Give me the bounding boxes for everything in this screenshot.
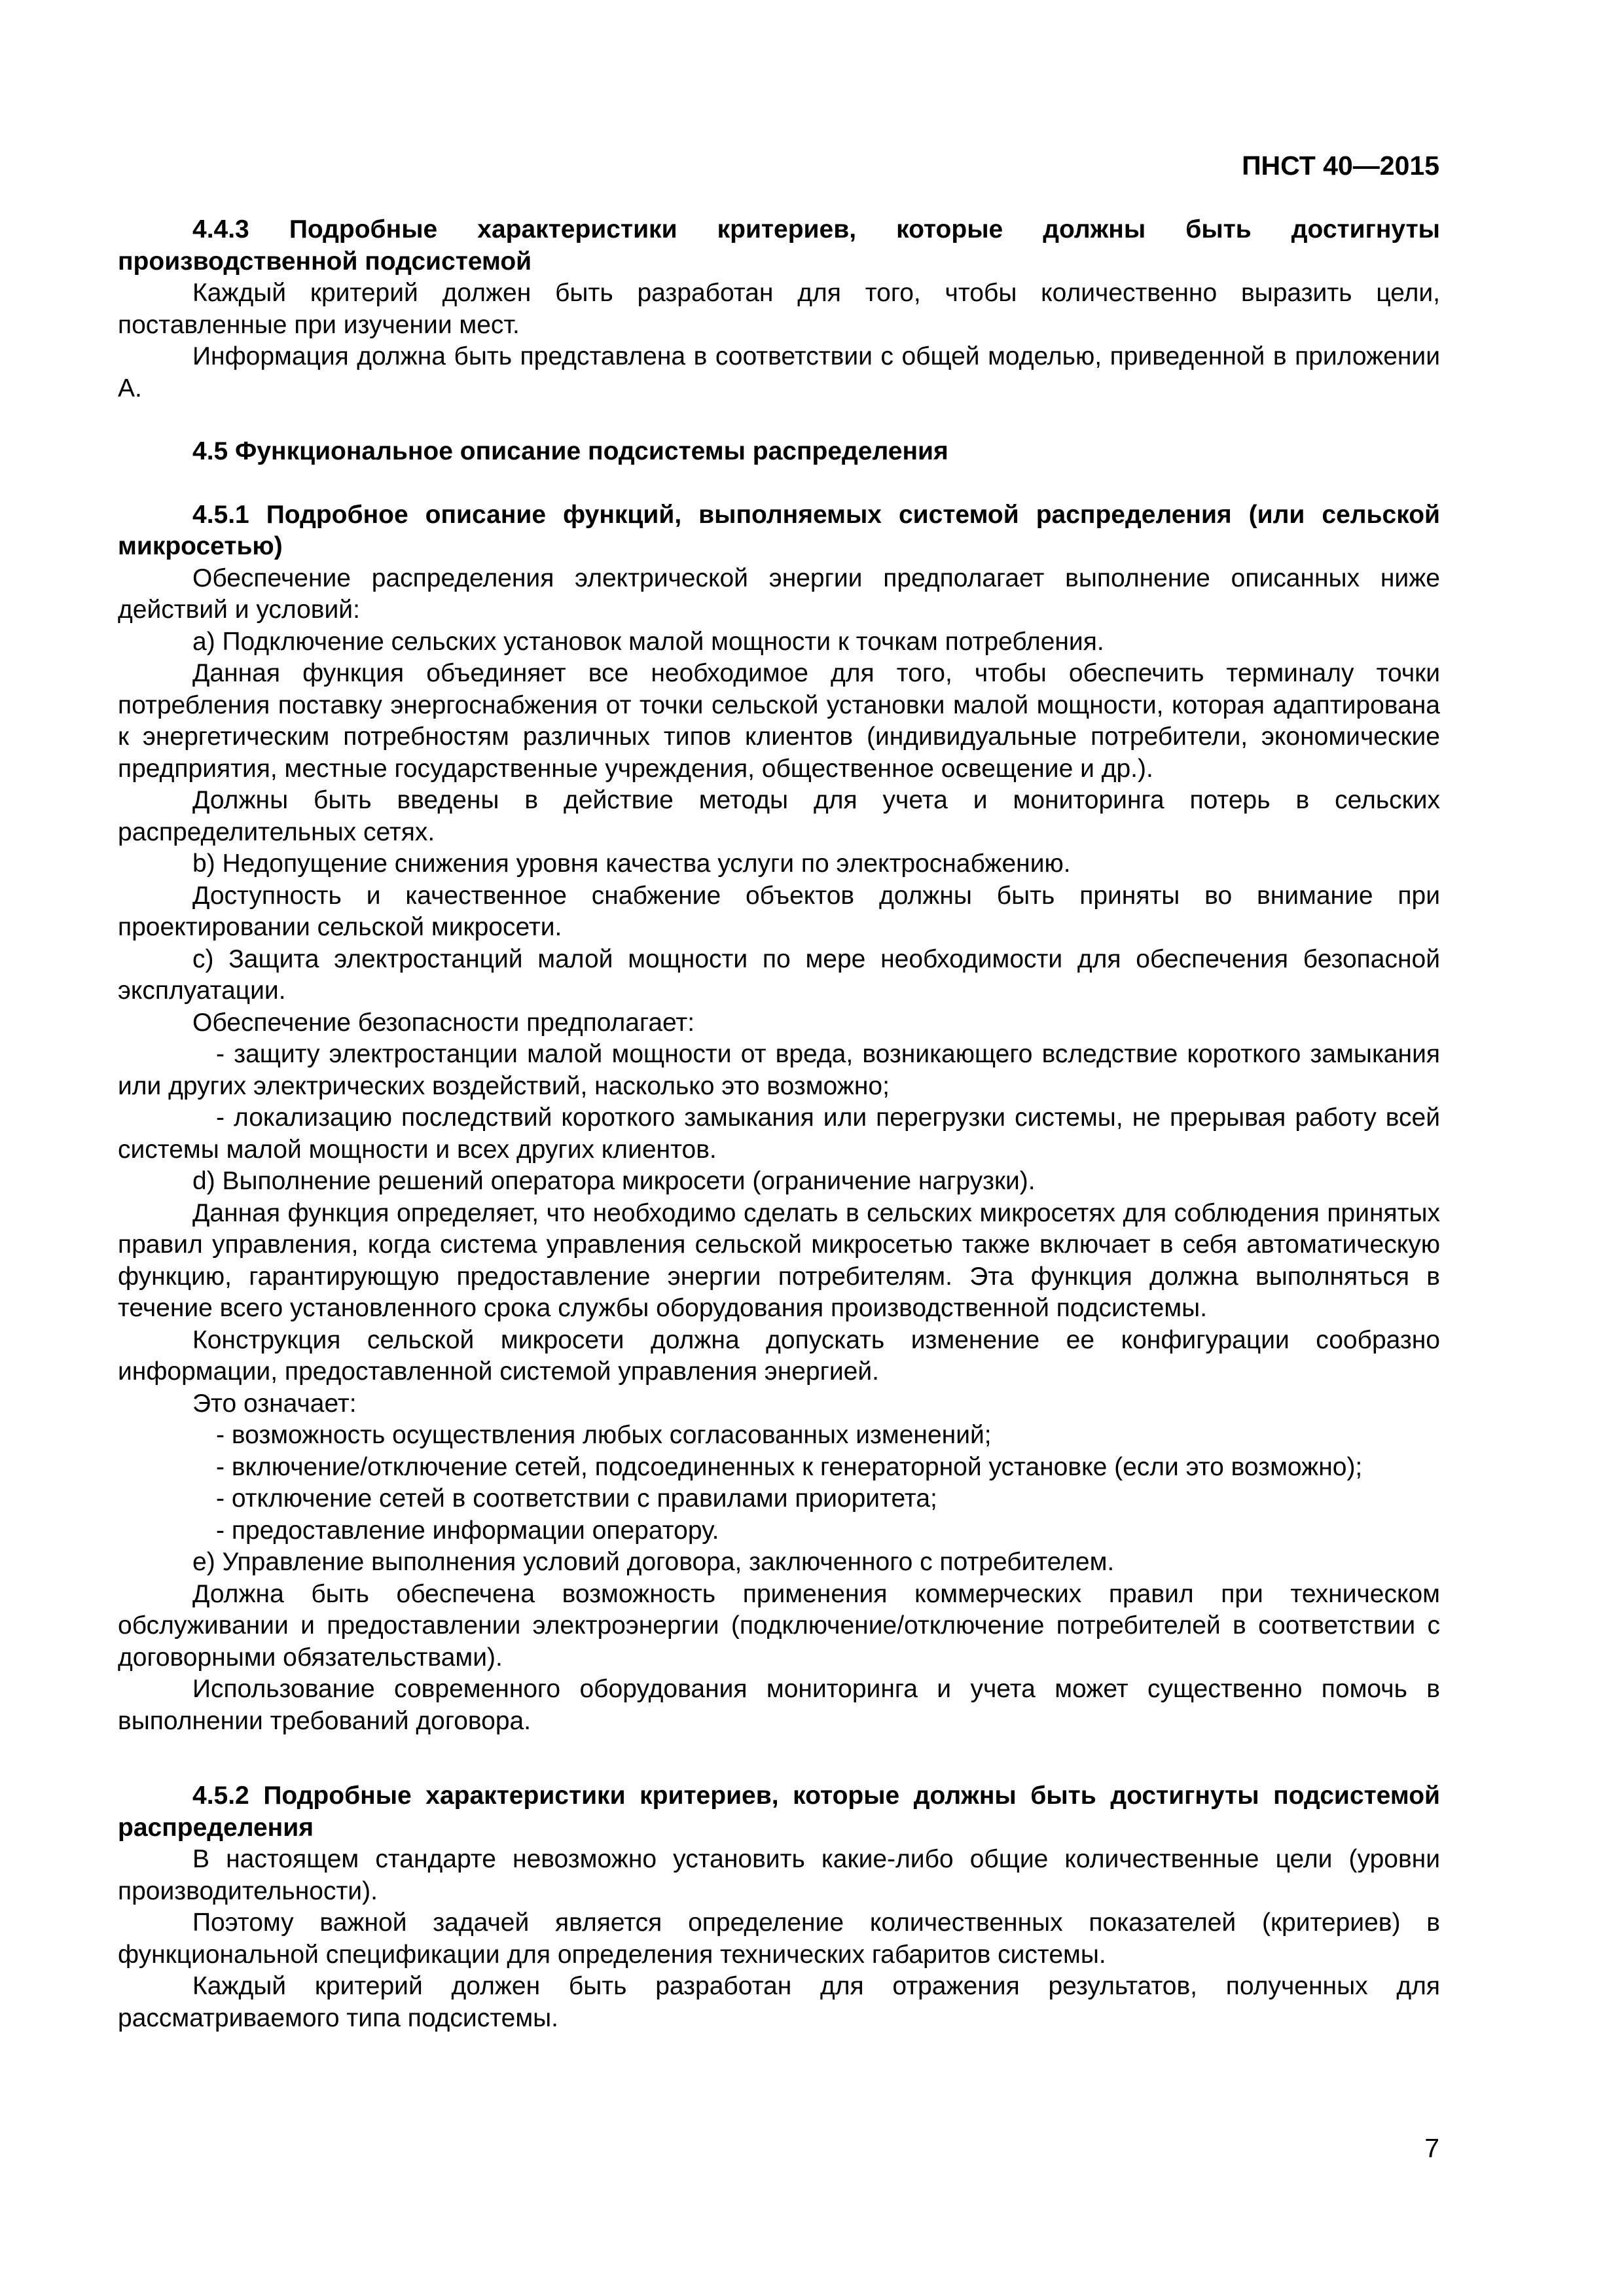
paragraph: Каждый критерий должен быть разработан для того, чтобы количественно выразить цели, поставленные при изучении мест. — [118, 279, 1440, 339]
list-item-b: b) Недопущение снижения уровня качества услуги по электроснабжению. — [192, 850, 1071, 878]
paragraph: Данная функция объединяет все необходимое для того, чтобы обеспечить терминалу точки потребления поставку энергоснабжения от точки сельской установки малой мощности, которая адаптирована к энергетическим потребностям различных типов клиентов (индивидуальные потребители, экономические предприятия, местные государственные учреждения, общественное освещение и др.). — [118, 659, 1440, 783]
paragraph: Поэтому важной задачей является определение количественных показателей (критериев) в функциональной спецификации для определения технических габаритов системы. — [118, 1909, 1440, 1969]
list-item-a: а) Подключение сельских установок малой мощности к точкам потребления. — [192, 627, 1104, 656]
paragraph: Конструкция сельской микросети должна допускать изменение ее конфигурации сообразно информации, предоставленной системой управления энергией. — [118, 1325, 1440, 1386]
dash-item: - возможность осуществления любых согласованных изменений; — [216, 1421, 992, 1449]
paragraph: Доступность и качественное снабжение объектов должны быть приняты во внимание при проектировании сельской микросети. — [118, 881, 1440, 941]
section-heading-4-5-2: 4.5.2 Подробные характеристики критериев, которые должны быть достигнуты подсистемой распределения — [118, 1782, 1440, 1842]
section-heading-4-5: 4.5 Функциональное описание подсистемы распределения — [192, 437, 948, 465]
paragraph: Использование современного оборудования мониторинга и учета может существенно помочь в выполнении требований договора. — [118, 1675, 1440, 1735]
page-number: 7 — [1424, 2133, 1439, 2163]
dash-item: - отключение сетей в соответствии с правилами приоритета; — [216, 1484, 937, 1513]
paragraph: Каждый критерий должен быть разработан для отражения результатов, полученных для рассматриваемого типа подсистемы. — [118, 1972, 1440, 2032]
section-heading-4-5-1: 4.5.1 Подробное описание функций, выполняемых системой распределения (или сельской микросетью) — [118, 500, 1440, 560]
list-item-d: d) Выполнение решений оператора микросети (ограничение нагрузки). — [192, 1167, 1036, 1195]
paragraph: Обеспечение безопасности предполагает: — [192, 1008, 695, 1037]
dash-item: - локализацию последствий короткого замыкания или перегрузки системы, не прерывая работу всей системы малой мощности и всех других клиентов. — [118, 1103, 1440, 1164]
section-heading-4-4-3: 4.4.3 Подробные характеристики критериев, которые должны быть достигнуты производственной подсистемой — [118, 215, 1440, 276]
paragraph: Должна быть обеспечена возможность применения коммерческих правил при техническом обслуживании и предоставлении электроэнергии (подключение/отключение потребителей в соответствии с договорными обязательствами). — [118, 1579, 1440, 1672]
dash-item: - предоставление информации оператору. — [216, 1516, 719, 1545]
paragraph: Это означает: — [192, 1389, 357, 1418]
list-item-e: е) Управление выполнения условий договора, заключенного с потребителем. — [192, 1548, 1115, 1576]
page-body — [118, 214, 1440, 2034]
dash-item: - включение/отключение сетей, подсоединенных к генераторной установке (если это возможно); — [216, 1452, 1363, 1481]
list-item-c: c) Защита электростанций малой мощности по мере необходимости для обеспечения безопасной эксплуатации. — [118, 944, 1440, 1005]
dash-item: - защиту электростанции малой мощности от вреда, возникающего вследствие короткого замыкания или других электрических воздействий, насколько это возможно; — [118, 1040, 1440, 1100]
paragraph: В настоящем стандарте невозможно установить какие-либо общие количественные цели (уровни производительности). — [118, 1845, 1440, 1905]
paragraph: Данная функция определяет, что необходимо сделать в сельских микросетях для соблюдения принятых правил управления, когда система управления сельской микросетью также включает в себя автоматическую функцию, гарантирующую предоставление энергии потребителям. Эта функция должна выполняться в течение всего установленного срока службы оборудования производственной подсистемы. — [118, 1198, 1440, 1322]
paragraph: Должны быть введены в действие методы для учета и мониторинга потерь в сельских распределительных сетях. — [118, 786, 1440, 846]
paragraph: Информация должна быть представлена в соответствии с общей моделью, приведенной в приложении А. — [118, 342, 1440, 403]
document-code: ПНСТ 40—2015 — [1242, 151, 1439, 181]
paragraph: Обеспечение распределения электрической энергии предполагает выполнение описанных ниже действий и условий: — [118, 564, 1440, 624]
